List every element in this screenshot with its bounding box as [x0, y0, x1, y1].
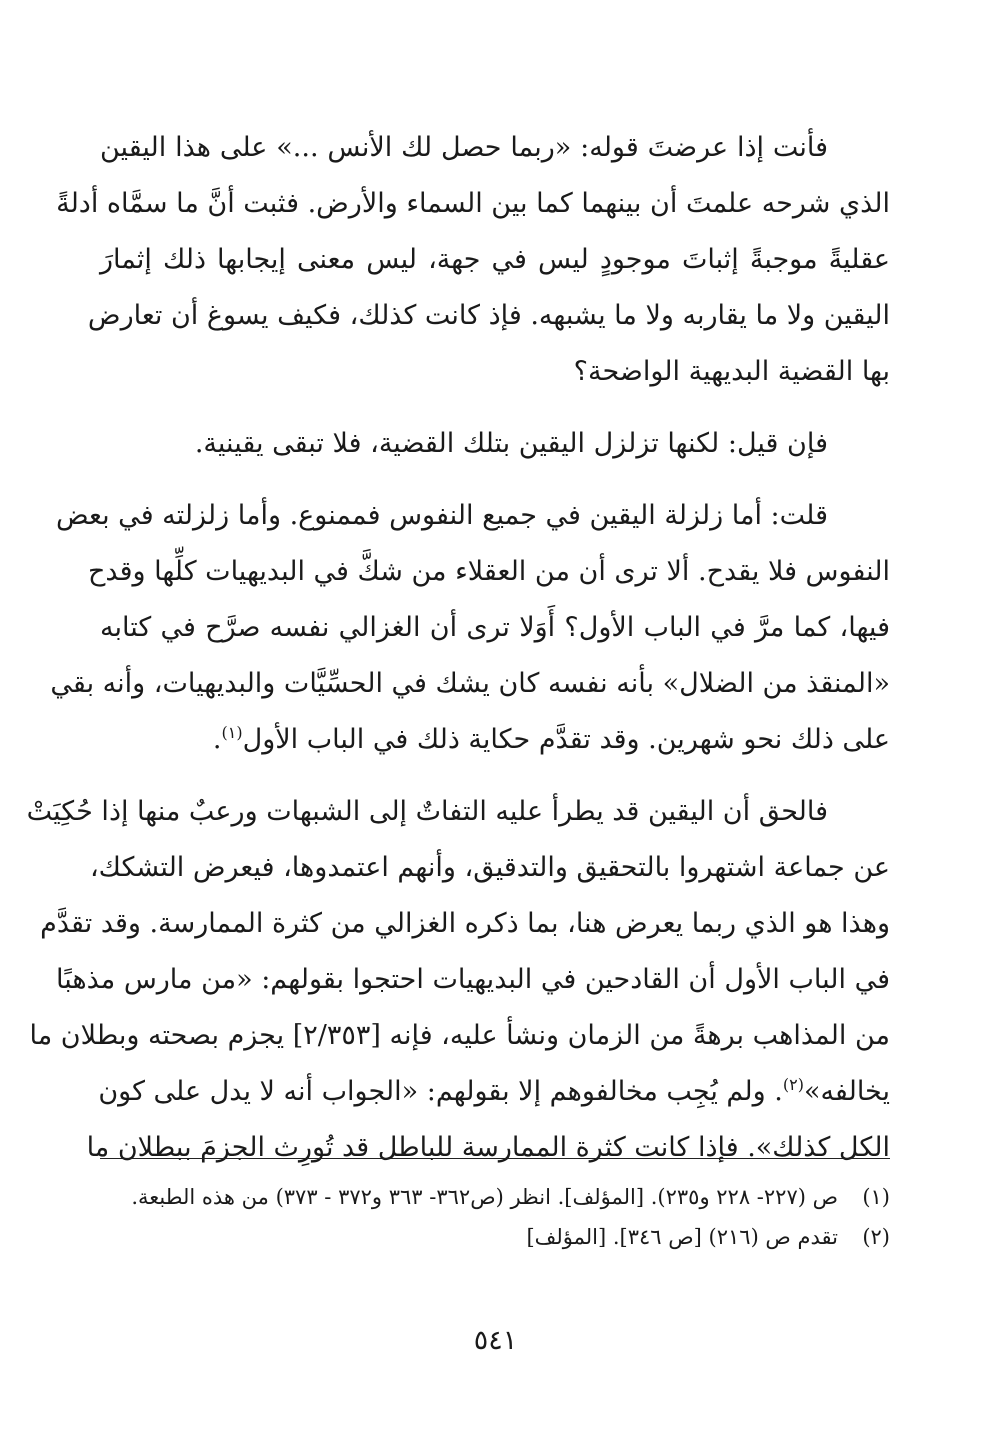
footnote-number: (١) — [862, 1185, 890, 1209]
text-line: في الباب الأول أن القادحين في البديهيات احتجوا بقولهم: «من مارس مذهبًا — [55, 964, 890, 995]
page-number: ٥٤١ — [473, 1325, 518, 1356]
text-line: النفوس فلا يقدح. ألا ترى أن من العقلاء من شكَّ في البديهيات كلِّها وقدح — [87, 556, 890, 587]
footnote-item — [100, 1178, 890, 1216]
footnotes — [100, 1178, 890, 1258]
text-line: فإن قيل: لكنها تزلزل اليقين بتلك القضية، فلا تبقى يقينية. — [194, 428, 828, 459]
text-line: «المنقذ من الضلال» بأنه نفسه كان يشك في الحسِّيَّات والبديهيات، وأنه بقي — [50, 668, 890, 699]
footnote-text: ص (٢٢٧- ٢٢٨ و٢٣٥). [المؤلف]. انظر (ص٣٦٢- ٣٦٣ و٣٧٢ - ٣٧٣) من هذه الطبعة. — [131, 1185, 838, 1209]
footnote-number: (٢) — [862, 1225, 890, 1249]
paragraph-2 — [100, 416, 890, 472]
footnote-ref[interactable]: (٢) — [782, 1075, 804, 1094]
paragraph-3 — [50, 488, 890, 768]
footnote-text: تقدم ص (٢١٦) [ص ٣٤٦]. [المؤلف] — [526, 1225, 838, 1249]
text-line: من المذاهب برهةً من الزمان ونشأ عليه، فإنه [٢/٣٥٣] يجزم بصحته وبطلان ما — [29, 1020, 890, 1051]
footnote-ref[interactable]: (١) — [221, 723, 243, 742]
text-line: فأنت إذا عرضتَ قوله: «ربما حصل لك الأنس ...» على هذا اليقين — [100, 132, 828, 163]
text-line: الذي شرحه علمتَ أن بينهما كما بين السماء والأرض. فثبت أنَّ ما سمَّاه أدلةً — [56, 188, 890, 219]
paragraph-4 — [26, 784, 890, 1176]
text-line: قلت: أما زلزلة اليقين في جميع النفوس فممنوع. وأما زلزلته في بعض — [55, 500, 828, 531]
text-run: على ذلك نحو شهرين. وقد تقدَّم حكاية ذلك في الباب الأول — [242, 724, 890, 755]
text-line — [100, 1064, 890, 1120]
text-line — [100, 712, 890, 768]
text-run: . ولم يُجِب مخالفوهم إلا بقولهم: «الجواب أنه لا يدل على كون — [98, 1076, 783, 1107]
paragraph-1 — [56, 120, 890, 400]
text-run: . — [212, 724, 222, 755]
text-line: فالحق أن اليقين قد يطرأ عليه التفاتٌ إلى الشبهات ورعبٌ منها إذا حُكِيَتْ — [26, 796, 828, 827]
text-line: فيها، كما مرَّ في الباب الأول؟ أَوَلا ترى أن الغزالي نفسه صرَّح في كتابه — [100, 612, 890, 643]
page-body — [26, 120, 890, 1176]
text-run: يخالفه» — [803, 1076, 890, 1107]
text-line: الكل كذلك». فإذا كانت كثرة الممارسة للباطل قد تُورِث الجزمَ ببطلان ما — [86, 1132, 890, 1163]
footnote-item — [100, 1218, 890, 1256]
text-line: عقليةً موجبةً إثباتَ موجودٍ ليس في جهة، ليس معنى إيجابها ذلك إثمارَ — [100, 244, 890, 275]
text-line: بها القضية البديهية الواضحة؟ — [573, 356, 890, 387]
footnote-divider — [100, 1158, 890, 1159]
text-line: اليقين ولا ما يقاربه ولا ما يشبهه. فإذ كانت كذلك، فكيف يسوغ أن تعارض — [87, 300, 890, 331]
text-line: وهذا هو الذي ربما يعرض هنا، بما ذكره الغزالي من كثرة الممارسة. وقد تقدَّم — [40, 908, 890, 939]
text-line: عن جماعة اشتهروا بالتحقيق والتدقيق، وأنهم اعتمدوها، فيعرض التشكك، — [89, 852, 890, 883]
